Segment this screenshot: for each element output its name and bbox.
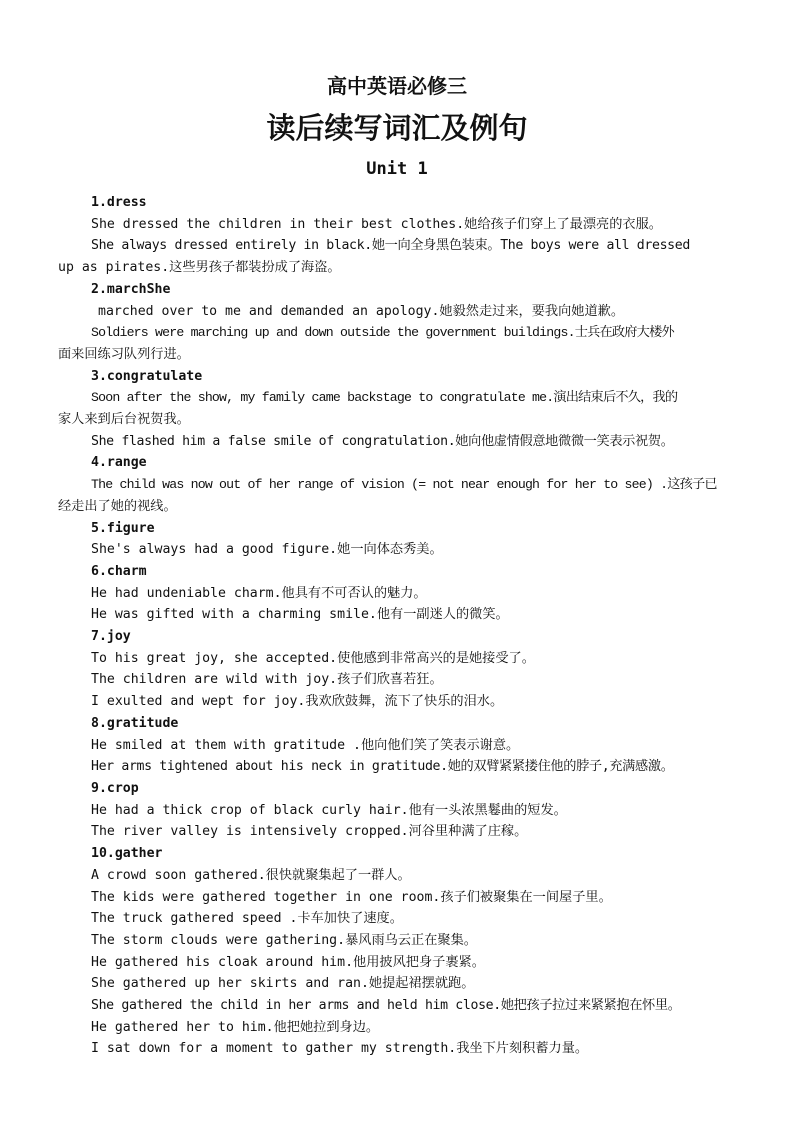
example-sentence: The storm clouds were gathering.暴风雨乌云正在聚集。 [91,932,477,948]
example-sentence: Soldiers were marching up and down outside the government buildings.士兵在政府大楼外 [91,325,674,341]
word-heading-gratitude: 8.gratitude [91,715,179,731]
example-sentence: The river valley is intensively cropped.河谷里种满了庄稼。 [91,824,528,840]
vocabulary-list [58,192,750,1060]
example-sentence: She gathered the child in her arms and held him close.她把孩子拉过来紧紧抱在怀里。 [91,998,681,1014]
word-heading-figure: 5.figure [91,520,155,536]
example-sentence: She dressed the children in their best clothes.她给孩子们穿上了最漂亮的衣服。 [91,216,662,232]
word-heading-crop: 9.crop [91,780,139,796]
word-heading-range: 4.range [91,455,147,471]
example-sentence: To his great joy, she accepted.使他感到非常高兴的是她接受了。 [91,650,535,666]
example-sentence: He had a thick crop of black curly hair.他有一头浓黑鬈曲的短发。 [91,802,567,818]
example-sentence: The truck gathered speed .卡车加快了速度。 [91,911,403,927]
example-sentence: marched over to me and demanded an apology.她毅然走过来，要我向她道歉。 [98,303,625,319]
example-sentence: She always dressed entirely in black.她一向全身黑色装束。The boys were all dressed [91,238,690,254]
example-sentence: She gathered up her skirts and ran.她提起裙摆就跑。 [91,976,475,992]
word-heading-charm: 6.charm [91,563,147,579]
document-title: 高中英语必修三 [327,74,467,98]
example-sentence: Her arms tightened about his neck in gratitude.她的双臂紧紧搂住他的脖子,充满感激。 [91,759,674,775]
example-sentence: He was gifted with a charming smile.他有一副迷人的微笑。 [91,607,509,623]
example-sentence: The kids were gathered together in one room.孩子们被聚集在一间屋子里。 [91,889,612,905]
example-sentence: She flashed him a false smile of congratulation.她向他虚情假意地微微一笑表示祝贺。 [91,433,674,449]
example-sentence: I exulted and wept for joy.我欢欣鼓舞，流下了快乐的泪水。 [91,694,504,710]
example-sentence: He had undeniable charm.他具有不可否认的魅力。 [91,585,427,601]
document-subtitle: 读后续写词汇及例句 [266,111,528,145]
word-heading-dress: 1.dress [91,195,147,210]
word-heading-gather: 10.gather [91,846,163,862]
example-sentence-continued: up as pirates.这些男孩子都装扮成了海盗。 [58,260,341,276]
example-sentence: The children are wild with joy.孩子们欣喜若狂。 [91,672,443,688]
word-heading-joy: 7.joy [91,629,131,645]
example-sentence: He gathered his cloak around him.他用披风把身子裹紧。 [91,954,485,970]
example-sentence-continued: 经走出了她的视线。 [58,498,177,514]
example-sentence: I sat down for a moment to gather my strength.我坐下片刻积蓄力量。 [91,1041,589,1057]
example-sentence: Soon after the show, my family came backstage to congratulate me.演出结束后不久，我的 [91,390,678,406]
unit-heading: Unit 1 [366,159,428,179]
example-sentence: A crowd soon gathered.很快就聚集起了一群人。 [91,867,411,883]
word-heading-congratulate: 3.congratulate [91,368,203,384]
example-sentence: She's always had a good figure.她一向体态秀美。 [91,542,443,558]
example-sentence: He smiled at them with gratitude .他向他们笑了笑表示谢意。 [91,737,520,753]
example-sentence: The child was now out of her range of vision (= not near enough for her to see) .这孩子已 [91,477,717,493]
example-sentence-continued: 面来回练习队列行进。 [58,346,190,362]
word-heading-march: 2.marchShe [91,281,171,297]
example-sentence: He gathered her to him.他把她拉到身边。 [91,1019,380,1035]
example-sentence-continued: 家人来到后台祝贺我。 [58,412,190,428]
